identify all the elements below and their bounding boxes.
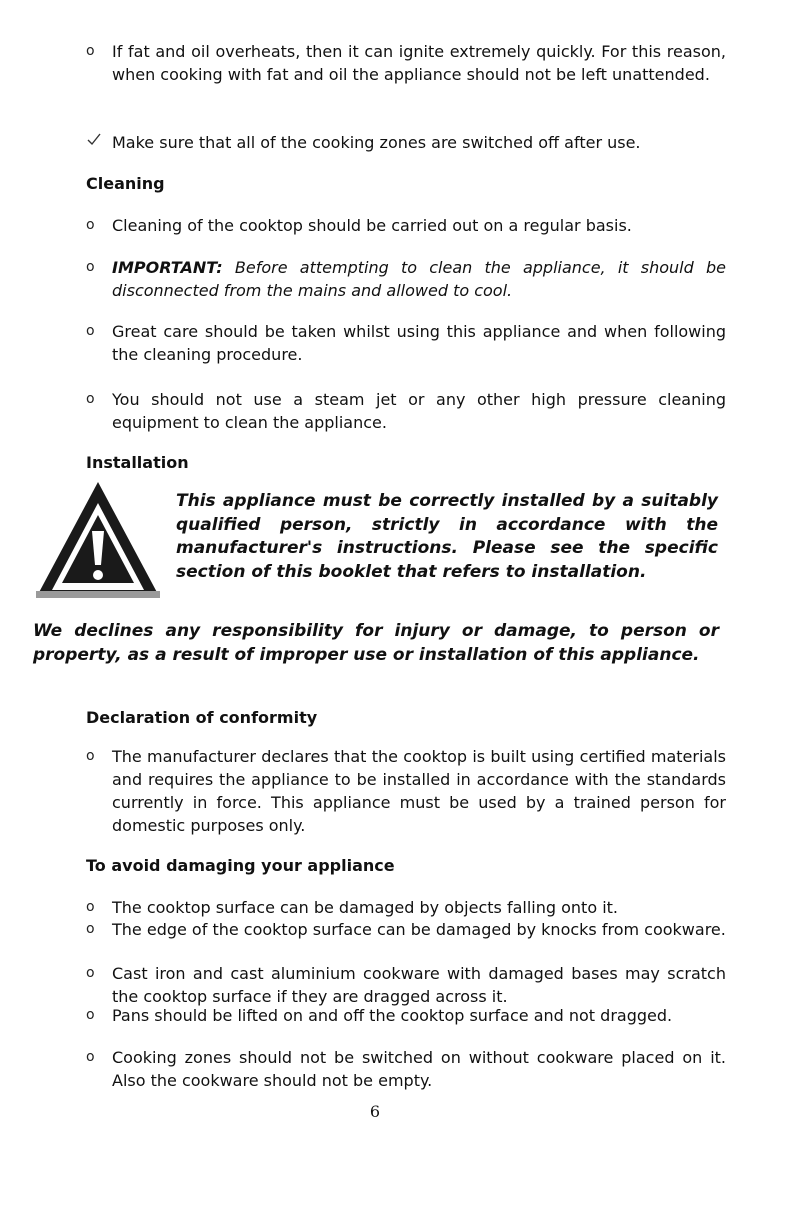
list-item-text: The manufacturer declares that the cooktop is built using certified materials and requires the appliance to be installed in accordance with the standards currently in force. This appliance must be used by a trained person for domestic purposes only. (112, 747, 726, 835)
warning-triangle-icon (33, 479, 163, 601)
list-item (86, 320, 726, 366)
list-item-text: The edge of the cooktop surface can be damaged by knocks from cookware. (112, 920, 726, 939)
bullet: o (86, 921, 95, 937)
list-item-text: You should not use a steam jet or any other high pressure cleaning equipment to clean the appliance. (112, 390, 726, 432)
list-item (86, 1004, 726, 1027)
section-heading-installation: Installation (86, 453, 189, 472)
installation-warning: This appliance must be correctly installed by a suitably qualified person, strictly in accordance with the manufacturer's instructions. Please see the specific section of this booklet that refers to installation. (176, 491, 718, 582)
list-item-text: Great care should be taken whilst using this appliance and when following the cleaning procedure. (112, 322, 726, 364)
list-item (86, 40, 726, 86)
list-item (86, 1046, 726, 1092)
bullet: o (86, 43, 95, 59)
section-heading-declaration: Declaration of conformity (86, 708, 318, 727)
list-item (86, 918, 726, 941)
bullet: o (86, 1007, 95, 1023)
list-item-important (86, 256, 726, 302)
important-text: Before attempting to clean the appliance, it should be disconnected from the mains and allowed to cool. (112, 258, 726, 300)
bullet: o (86, 391, 95, 407)
bullet: o (86, 965, 95, 981)
list-item-text: Cleaning of the cooktop should be carried out on a regular basis. (112, 216, 632, 235)
list-item-text: Pans should be lifted on and off the cooktop surface and not dragged. (112, 1006, 673, 1025)
liability-disclaimer: We declines any responsibility for injury or damage, to person or property, as a result of improper use or installation of this appliance. (33, 621, 719, 665)
list-item-text: Cooking zones should not be switched on without cookware placed on it. Also the cookware should not be empty. (112, 1048, 726, 1090)
bullet: o (86, 899, 95, 915)
page-number: 6 (369, 1102, 381, 1121)
check-mark-icon (86, 131, 102, 147)
list-item-text: If fat and oil overheats, then it can ignite extremely quickly. For this reason, when cooking with fat and oil the appliance should not be left unattended. (112, 42, 726, 84)
list-item (86, 388, 726, 434)
list-item (86, 214, 726, 237)
list-item (86, 745, 726, 837)
important-note (112, 256, 726, 302)
section-heading-cleaning: Cleaning (86, 174, 165, 193)
bullet: o (86, 748, 95, 764)
list-item-text: Cast iron and cast aluminium cookware with damaged bases may scratch the cooktop surface if they are dragged across it. (112, 964, 726, 1006)
bullet: o (86, 323, 95, 339)
bullet: o (86, 259, 95, 275)
section-heading-avoid-damage: To avoid damaging your appliance (86, 856, 395, 875)
bullet: o (86, 217, 95, 233)
check-item-text: Make sure that all of the cooking zones are switched off after use. (112, 133, 641, 152)
list-item-text: The cooktop surface can be damaged by objects falling onto it. (112, 898, 618, 917)
list-item (86, 896, 726, 919)
bullet: o (86, 1049, 95, 1065)
important-label: IMPORTANT: (112, 258, 223, 277)
list-item (86, 962, 726, 1008)
checklist-item (86, 131, 726, 154)
